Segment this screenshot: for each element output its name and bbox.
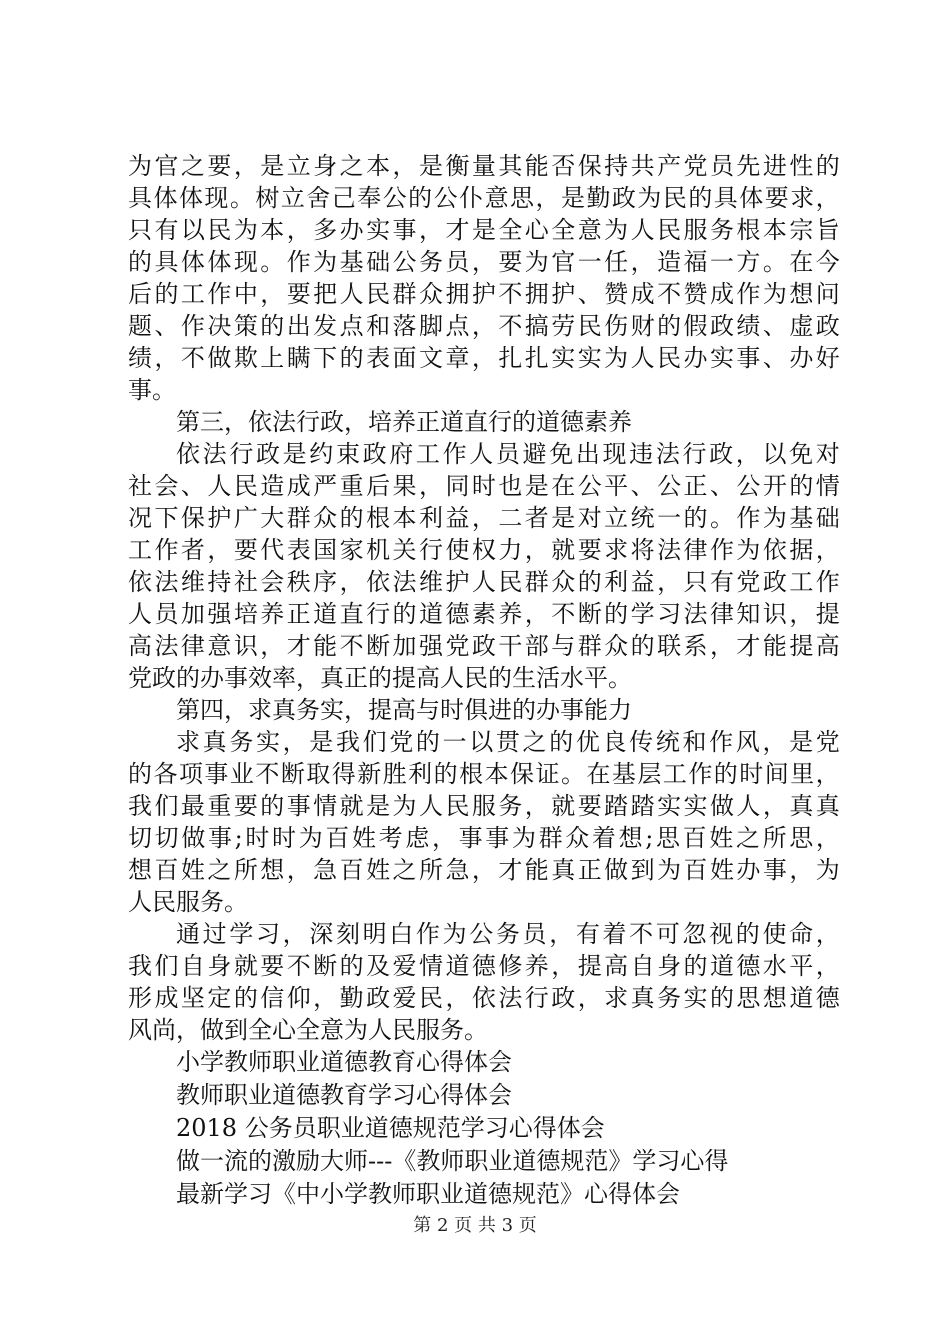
document-body — [128, 150, 840, 1211]
text-line: 况 下 保 护 广 大 群 众 的 根 本 利 益 ， 二 者 是 对 立 统 一 的 。 作 为 基 础 — [128, 504, 840, 532]
text-line: 风尚，做到全心全意为人民服务。 — [128, 1016, 488, 1044]
text-line: 的 各 项 事 业 不 断 取 得 新 胜 利 的 根 本 保 证 。 在 基 层 工 作 的 时 间 里 ， — [128, 760, 840, 788]
text-line: 依 法 行 政 是 约 束 政 府 工 作 人 员 避 免 出 现 违 法 行 政 ， 以 免 对 — [176, 440, 840, 468]
text-line: 题 、 作 决 策 的 出 发 点 和 落 脚 点 ， 不 搞 劳 民 伤 财 的 假 政 绩 、 虚 政 — [128, 312, 840, 340]
page-footer — [0, 1214, 950, 1238]
text-line: 依 法 维 持 社 会 秩 序 ， 依 法 维 护 人 民 群 众 的 利 益 ， 只 有 党 政 工 作 — [128, 568, 840, 596]
text-line: 高 法 律 意 识 ， 才 能 不 断 加 强 党 政 干 部 与 群 众 的 联 系 ， 才 能 提 高 — [128, 632, 840, 660]
text-line: 只 有 以 民 为 本 ， 多 办 实 事 ， 才 是 全 心 全 意 为 人 民 服 务 根 本 宗 旨 — [128, 216, 840, 244]
text-line: 第三，依法行政，培养正道直行的道德素养 — [176, 408, 632, 436]
text-line: 想 百 姓 之 所 想 ， 急 百 姓 之 所 急 ， 才 能 真 正 做 到 为 百 姓 办 事 ， 为 — [128, 856, 840, 884]
text-line: 具 体 体 现 。 树 立 舍 己 奉 公 的 公 仆 意 思 ， 是 勤 政 为 民 的 具 体 要 求 ， — [128, 184, 840, 212]
text-line: 人民服务。 — [128, 888, 248, 916]
text-line: 的 具 体 体 现 。 作 为 基 础 公 务 员 ， 要 为 官 一 任 ， 造 福 一 方 。 在 今 — [128, 248, 840, 276]
text-line: 求 真 务 实 ， 是 我 们 党 的 一 以 贯 之 的 优 良 传 统 和 作 风 ， 是 党 — [176, 728, 840, 756]
related-article-link[interactable]: 教师职业道德教育学习心得体会 — [176, 1081, 512, 1109]
related-article-link[interactable]: 做一流的激励大师---《教师职业道德规范》学习心得 — [176, 1147, 729, 1175]
text-line: 工 作 者 ， 要 代 表 国 家 机 关 行 使 权 力 ， 就 要 求 将 法 律 作 为 依 据 ， — [128, 536, 840, 564]
related-article-link[interactable]: 小学教师职业道德教育心得体会 — [176, 1048, 512, 1076]
text-line: 后 的 工 作 中 ， 要 把 人 民 群 众 拥 护 不 拥 护 、 赞 成 不 赞 成 作 为 想 问 — [128, 280, 840, 308]
related-article-link[interactable]: 最新学习《中小学教师职业道德规范》心得体会 — [176, 1180, 680, 1208]
text-line: 事。 — [128, 376, 176, 404]
text-line: 为 官 之 要 ， 是 立 身 之 本 ， 是 衡 量 其 能 否 保 持 共 产 党 员 先 进 性 的 — [128, 152, 840, 180]
text-line: 切 切 做 事 ; 时 时 为 百 姓 考 虑 ， 事 事 为 群 众 着 想 ; 思 百 姓 之 所 思 ， — [128, 824, 840, 852]
text-line: 形 成 坚 定 的 信 仰 ， 勤 政 爱 民 ， 依 法 行 政 ， 求 真 务 实 的 思 想 道 德 — [128, 984, 840, 1012]
page-number: 第 2 页 共 3 页 — [413, 1215, 537, 1236]
body-text — [128, 150, 840, 1046]
related-links-list — [128, 1046, 840, 1211]
text-line: 党政的办事效率，真正的提高人民的生活水平。 — [128, 664, 632, 692]
text-line: 第四，求真务实，提高与时俱进的办事能力 — [176, 696, 632, 724]
related-article-link[interactable]: 2018 公务员职业道德规范学习心得体会 — [176, 1114, 605, 1142]
text-line: 我 们 最 重 要 的 事 情 就 是 为 人 民 服 务 ， 就 要 踏 踏 实 实 做 人 ， 真 真 — [128, 792, 840, 820]
text-line: 我 们 自 身 就 要 不 断 的 及 爱 情 道 德 修 养 ， 提 高 自 身 的 道 德 水 平 ， — [128, 952, 840, 980]
text-line: 通 过 学 习 ， 深 刻 明 白 作 为 公 务 员 ， 有 着 不 可 忽 视 的 使 命 ， — [176, 920, 840, 948]
text-line: 社 会 、 人 民 造 成 严 重 后 果 ， 同 时 也 是 在 公 平 、 公 正 、 公 开 的 情 — [128, 472, 840, 500]
text-line: 人 员 加 强 培 养 正 道 直 行 的 道 德 素 养 ， 不 断 的 学 习 法 律 知 识 ， 提 — [128, 600, 840, 628]
text-line: 绩 ， 不 做 欺 上 瞒 下 的 表 面 文 章 ， 扎 扎 实 实 为 人 民 办 实 事 、 办 好 — [128, 344, 840, 372]
